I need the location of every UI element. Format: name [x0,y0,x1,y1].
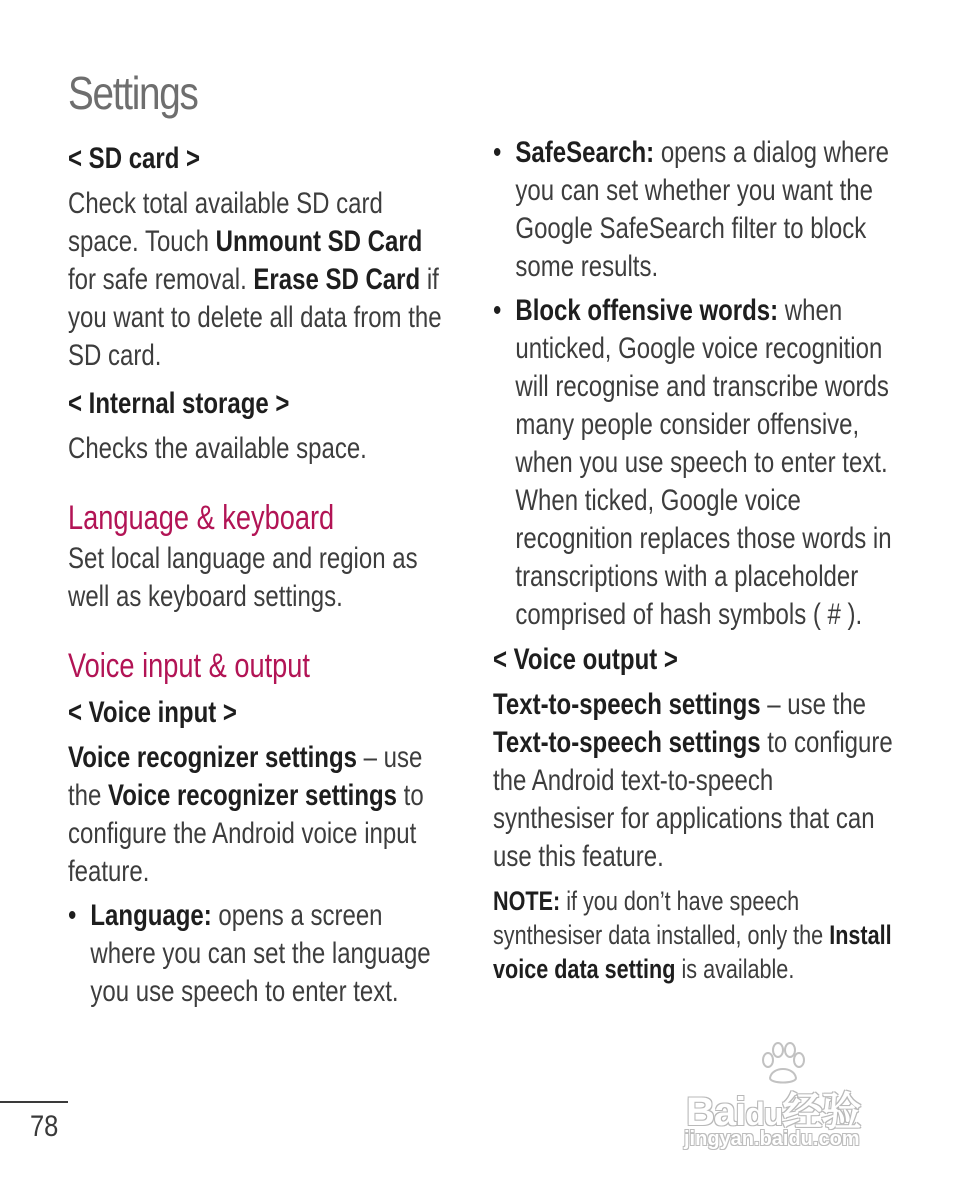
voice-input-heading: < Voice input > [68,696,237,729]
baidu-logo: Baidu经验 [686,1090,861,1134]
note-label: NOTE: [493,886,561,916]
sd-card-text: Check total available SD card space. Touch Unmount SD Card for safe removal. Erase SD Card if you want to delete all data from the SD card. [68,187,442,372]
erase-sd-card-term: Erase SD Card [253,263,421,296]
install-voice-data-term: Install voice data setting [493,920,892,984]
page-title: Settings [68,67,198,119]
language-term: Language: [90,899,212,932]
bullet-block-offensive: • Block offensive words: when unticked, Google voice recognition will recognise and transcribe words many people consider offensive, when you use speech to enter text. When ticked, Google voice recognition replaces those words in transcriptions with a placeholder comprised of hash symbols ( # ). [493,294,892,631]
tts-text: Text-to-speech settings – use the Text-to-speech settings to configure the Android text-to-speech synthesiser for applications that can use this feature. [493,688,893,873]
bullet-dot: • [493,136,502,169]
language-keyboard-heading: Language & keyboard [68,499,335,537]
voice-recognizer-term: Voice recognizer settings [68,741,357,774]
left-column [68,134,452,1011]
bullet-language: • Language: opens a screen where you can set the language you use speech to enter text. [68,899,431,1008]
block-offensive-term: Block offensive words: [515,294,779,327]
bullet-safesearch: • SafeSearch: opens a dialog where you can set whether you want the Google SafeSearch filter to block some results. [493,136,889,283]
unmount-sd-card-term: Unmount SD Card [215,225,423,258]
bullet-dot: • [493,294,502,327]
baidu-watermark [680,1040,920,1160]
safesearch-term: SafeSearch: [515,136,655,169]
right-column [493,134,895,986]
voice-output-heading: < Voice output > [493,643,678,676]
voice-input-output-heading: Voice input & output [68,647,310,685]
tts-term: Text-to-speech settings [493,688,761,721]
tts-term-2: Text-to-speech settings [493,726,761,759]
language-keyboard-text: Set local language and region as well as keyboard settings. [68,542,418,613]
sd-card-heading: < SD card > [68,142,201,175]
page-number: 78 [30,1110,59,1143]
internal-storage-text: Checks the available space. [68,432,367,465]
baidu-site: jingyan.baidu.com [684,1128,860,1150]
voice-recognizer-text: Voice recognizer settings – use the Voice recognizer settings to configure the Android voice input feature. [68,741,424,888]
footer-rule [0,1101,68,1103]
voice-recognizer-term-2: Voice recognizer settings [108,779,398,812]
note-text: NOTE: if you don’t have speech synthesiser data installed, only the Install voice data setting is available. [493,886,892,984]
bullet-dot: • [68,899,77,932]
internal-storage-heading: < Internal storage > [68,387,290,420]
